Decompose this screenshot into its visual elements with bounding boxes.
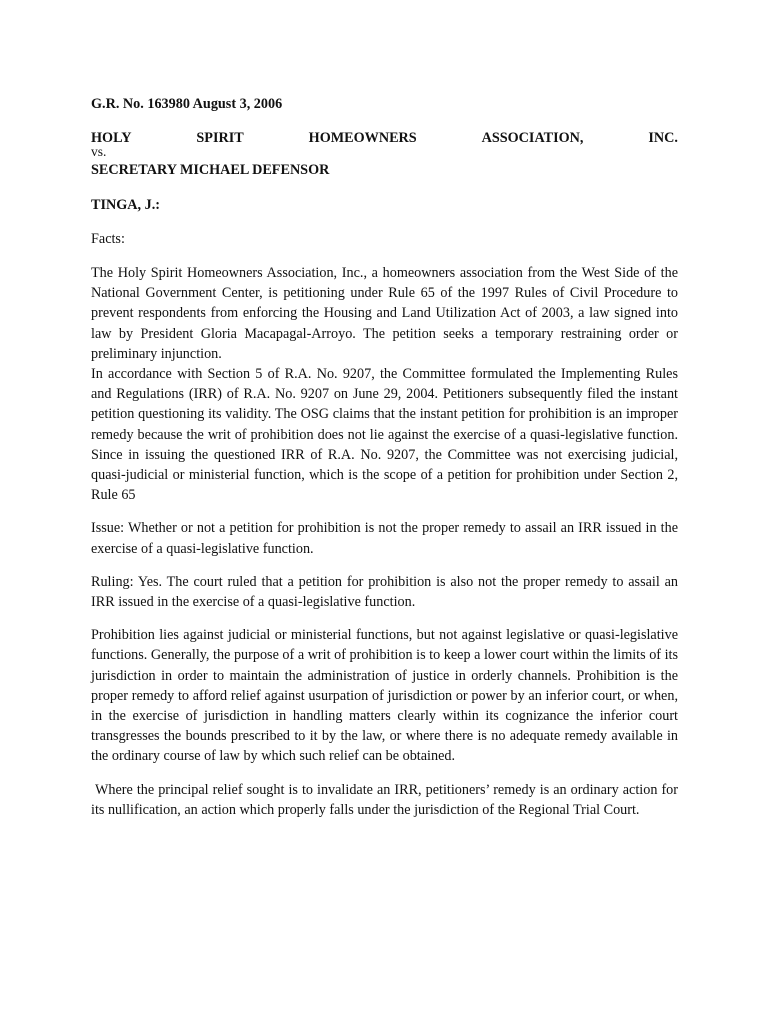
facts-heading: Facts: [91,230,125,247]
petitioner-word: INC. [648,130,678,147]
final-paragraph: Where the principal relief sought is to invalidate an IRR, petitioners’ remedy is an ordinary action for its nullification, an action which properly falls under the jurisdiction of the Regional Trial Court. [91,781,678,818]
facts-paragraph-1: The Holy Spirit Homeowners Association, Inc., a homeowners association from the West Side of the National Government Center, is petitioning under Rule 65 of the 1997 Rules of Civil Procedure to prevent respondents from enforcing the Housing and Land Utilization Act of 2003, a law signed into law by President Gloria Macapagal-Arroyo. The petition seeks a temporary restraining order or preliminary injunction. [91,265,678,362]
document-body [91,94,678,820]
petitioner-word: ASSOCIATION, [481,130,584,147]
petitioner-word: SPIRIT [196,130,244,147]
facts-paragraph-2: In accordance with Section 5 of R.A. No. 9207, the Committee formulated the Implementing Rules and Regulations (IRR) of R.A. No. 9207 on June 29, 2004. Petitioners subsequently filed the instant petition questioning its validity. The OSG claims that the instant petition for prohibition is an improper remedy because the writ of prohibition does not lie against the exercise of a quasi-legislative function. Since in issuing the questioned IRR of R.A. No. 9207, the Committee was not exercising judicial, quasi-judicial or ministerial function, which is the scope of a petition for prohibition under Section 2, Rule 65 [91,366,678,504]
versus-label: vs. [91,144,107,160]
petitioner-word: HOLY [91,130,132,147]
issue-paragraph: Issue: Whether or not a petition for prohibition is not the proper remedy to assail an IRR issued in the exercise of a quasi-legislative function. [91,520,678,557]
respondent-name: SECRETARY MICHAEL DEFENSOR [91,162,330,179]
case-number-date: G.R. No. 163980 August 3, 2006 [91,96,283,112]
ruling-paragraph: Ruling: Yes. The court ruled that a petition for prohibition is also not the proper remedy to assail an IRR issued in the exercise of a quasi-legislative function. [91,573,678,611]
petitioner-word: HOMEOWNERS [308,130,417,147]
prohibition-paragraph: Prohibition lies against judicial or ministerial functions, but not against legislative or quasi-legislative functions. Generally, the purpose of a writ of prohibition is to keep a lower court within the limits of its jurisdiction in order to maintain the administration of justice in orderly channels. Prohibition is the proper remedy to afford relief against usurpation of jurisdiction or power by an inferior court, or when, in the exercise of jurisdiction in handling matters clearly within its cognizance the inferior court transgresses the bounds prescribed to it by the law, or where there is no adequate remedy available in the ordinary course of law by which such relief can be obtained. [91,627,678,765]
ponente: TINGA, J.: [91,196,160,213]
